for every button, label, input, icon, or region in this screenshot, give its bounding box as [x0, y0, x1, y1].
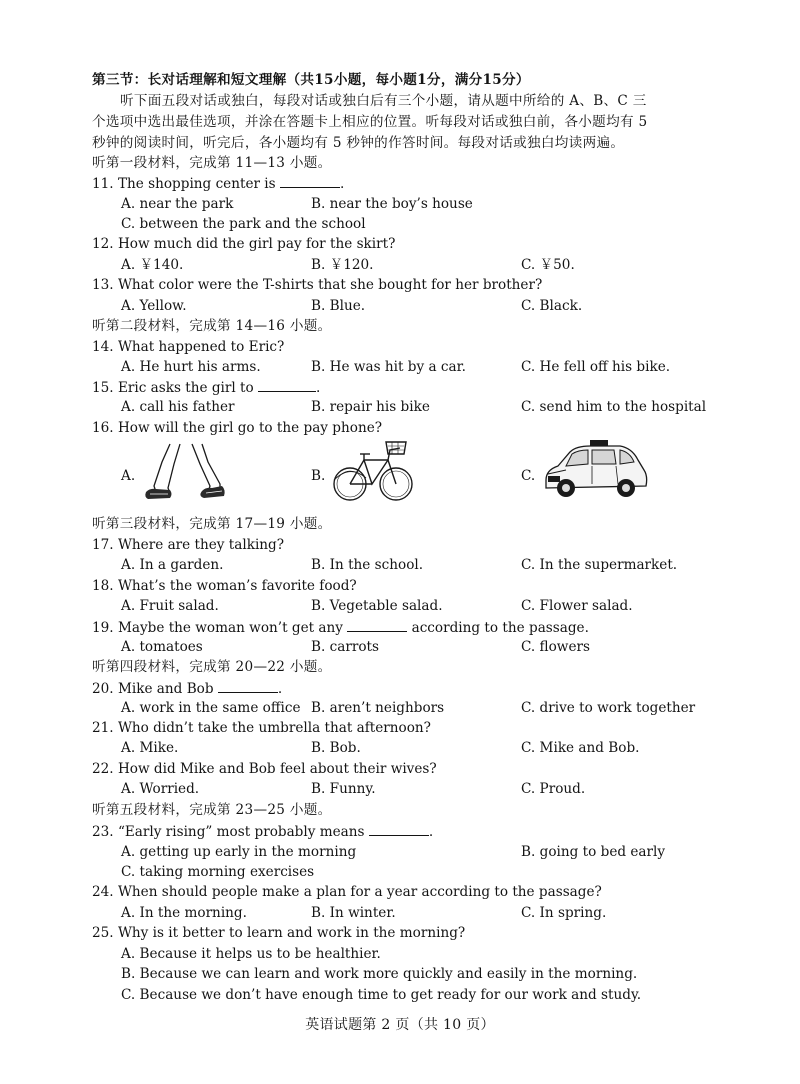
option-25-b: B. Because we can learn and work more quickly and easily in the morning. [121, 966, 638, 982]
answer-blank [258, 377, 316, 392]
question-20 [92, 678, 282, 699]
page-footer: 英语试题第 2 页（共 10 页） [305, 1017, 495, 1033]
option-16-a-label: A. [121, 468, 136, 484]
question-17: 17. Where are they talking? [92, 537, 285, 553]
question-23-stem: 23. “Early rising” most probably means [92, 824, 365, 840]
option-13-b: B. Blue. [311, 298, 366, 314]
question-16: 16. How will the girl go to the pay phone? [92, 420, 383, 436]
option-12-c: C. ￥50. [521, 257, 575, 273]
question-19-stem: 19. Maybe the woman won’t get any [92, 620, 343, 636]
question-15-stem-end: . [316, 380, 321, 396]
part-2-heading: 听第二段材料，完成第 14—16 小题。 [92, 318, 332, 334]
option-13-a: A. Yellow. [121, 298, 187, 314]
option-21-b: B. Bob. [311, 740, 361, 756]
question-13: 13. What color were the T-shirts that she bought for her brother? [92, 277, 543, 293]
question-20-stem-end: . [277, 681, 283, 697]
walking-legs-icon [140, 442, 230, 506]
option-12-b: B. ￥120. [311, 257, 374, 273]
part-5-heading: 听第五段材料，完成第 23—25 小题。 [92, 802, 332, 818]
section-header: 第三节：长对话理解和短文理解（共15小题，每小题1分，满分15分） [92, 72, 530, 88]
question-15 [92, 377, 320, 398]
option-23-a: A. getting up early in the morning [121, 844, 357, 860]
answer-blank [280, 173, 340, 188]
option-15-b: B. repair his bike [311, 399, 430, 415]
option-17-a: A. In a garden. [121, 557, 224, 573]
option-13-c: C. Black. [521, 298, 583, 314]
option-11-c: C. between the park and the school [121, 216, 366, 232]
question-20-stem: 20. Mike and Bob [92, 681, 214, 697]
part-4-heading: 听第四段材料，完成第 20—22 小题。 [92, 659, 332, 675]
question-24: 24. When should people make a plan for a year according to the passage? [92, 884, 602, 900]
option-22-a: A. Worried. [121, 781, 200, 797]
taxi-icon [540, 440, 652, 504]
option-17-c: C. In the supermarket. [521, 557, 678, 573]
option-16-b-label: B. [311, 468, 326, 484]
question-19 [92, 617, 589, 638]
question-11 [92, 173, 344, 194]
question-23-stem-end: . [428, 824, 434, 840]
option-12-a: A. ￥140. [121, 257, 184, 273]
option-18-a: A. Fruit salad. [121, 598, 219, 614]
option-15-c: C. send him to the hospital [521, 399, 707, 415]
question-25: 25. Why is it better to learn and work in the morning? [92, 925, 466, 941]
option-19-c: C. flowers [521, 639, 590, 655]
option-23-b: B. going to bed early [521, 844, 666, 860]
option-22-b: B. Funny. [311, 781, 376, 797]
option-20-a: A. work in the same office [121, 700, 301, 716]
question-11-stem-end: . [339, 176, 345, 192]
option-21-a: A. Mike. [121, 740, 179, 756]
question-22: 22. How did Mike and Bob feel about their wives? [92, 761, 437, 777]
instruction-line-1: 听下面五段对话或独白，每段对话或独白后有三个小题，请从题中所给的 A、B、C 三 [120, 93, 647, 109]
option-21-c: C. Mike and Bob. [521, 740, 640, 756]
option-23-c: C. taking morning exercises [121, 864, 315, 880]
option-24-c: C. In spring. [521, 905, 607, 921]
option-11-b: B. near the boy’s house [311, 196, 473, 212]
answer-blank [218, 678, 278, 693]
option-22-c: C. Proud. [521, 781, 586, 797]
option-11-a: A. near the park [121, 196, 234, 212]
option-24-b: B. In winter. [311, 905, 396, 921]
option-24-a: A. In the morning. [121, 905, 247, 921]
option-14-b: B. He was hit by a car. [311, 359, 466, 375]
question-18: 18. What’s the woman’s favorite food? [92, 578, 357, 594]
question-15-stem: 15. Eric asks the girl to [92, 380, 254, 396]
option-25-c: C. Because we don’t have enough time to get ready for our work and study. [121, 987, 642, 1003]
part-1-heading: 听第一段材料，完成第 11—13 小题。 [92, 155, 332, 171]
question-21: 21. Who didn’t take the umbrella that afternoon? [92, 720, 431, 736]
answer-blank [369, 821, 429, 836]
option-20-c: C. drive to work together [521, 700, 696, 716]
option-19-b: B. carrots [311, 639, 379, 655]
question-19-stem-end: according to the passage. [411, 620, 589, 636]
question-14: 14. What happened to Eric? [92, 339, 285, 355]
option-19-a: A. tomatoes [121, 639, 203, 655]
question-11-stem: 11. The shopping center is [92, 176, 276, 192]
option-17-b: B. In the school. [311, 557, 424, 573]
bicycle-icon [330, 438, 416, 508]
option-14-a: A. He hurt his arms. [121, 359, 261, 375]
part-3-heading: 听第三段材料，完成第 17—19 小题。 [92, 516, 332, 532]
option-14-c: C. He fell off his bike. [521, 359, 671, 375]
option-15-a: A. call his father [121, 399, 235, 415]
option-18-b: B. Vegetable salad. [311, 598, 443, 614]
option-20-b: B. aren’t neighbors [311, 700, 445, 716]
option-25-a: A. Because it helps us to be healthier. [121, 946, 381, 962]
question-12: 12. How much did the girl pay for the skirt? [92, 236, 396, 252]
option-16-c-label: C. [521, 468, 536, 484]
question-23 [92, 821, 433, 842]
instruction-line-2: 个选项中选出最佳选项，并涂在答题卡上相应的位置。听每段对话或独白前，各小题均有 5 [92, 114, 648, 130]
instruction-line-3: 秒钟的阅读时间，听完后，各小题均有 5 秒钟的作答时间。每段对话或独白均读两遍。 [92, 135, 625, 151]
option-18-c: C. Flower salad. [521, 598, 633, 614]
answer-blank [347, 617, 407, 632]
